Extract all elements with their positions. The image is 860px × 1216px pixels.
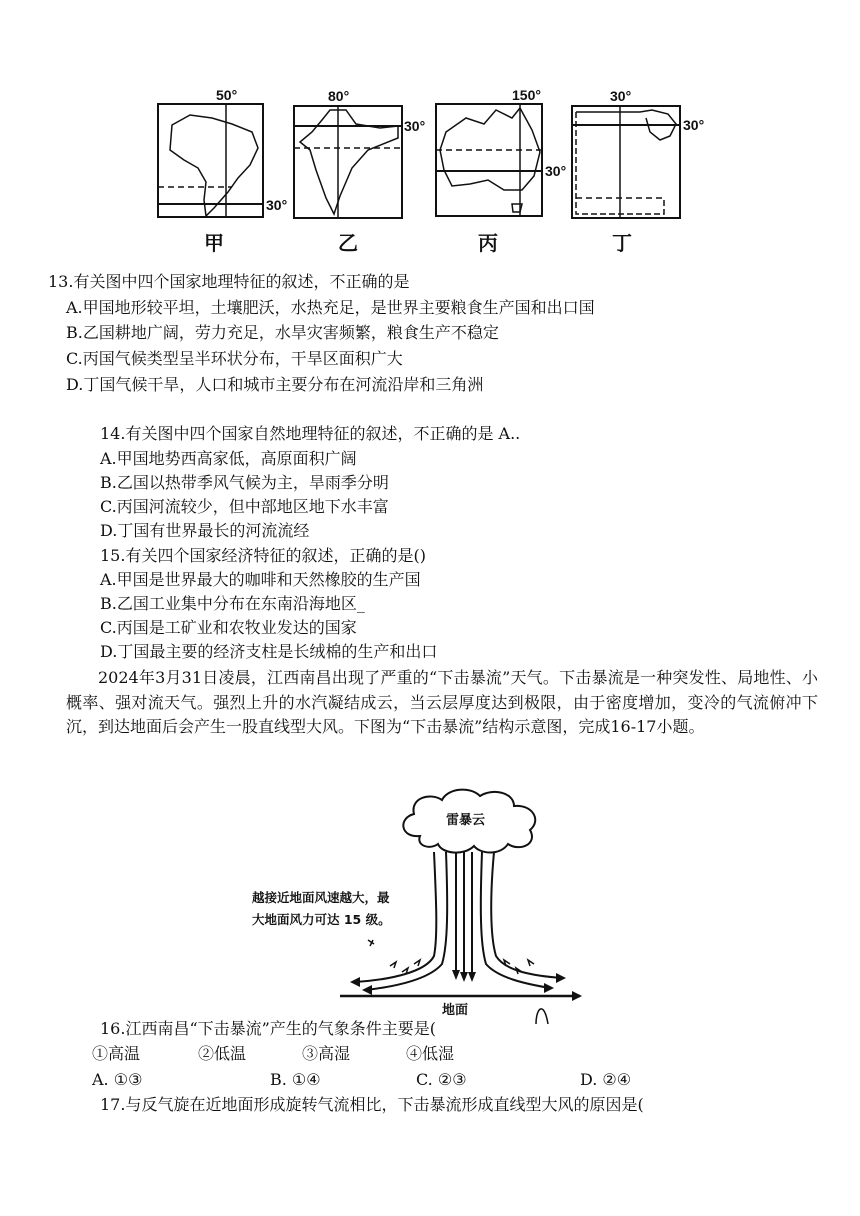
map-bing-latitude: 30° [545,163,567,179]
q17-stem: 17.与反气旋在近地面形成旋转气流相比，下击暴流形成直线型大风的原因是( [100,1095,644,1114]
ground-label: 地面 [442,1003,469,1018]
map-yi [294,88,425,255]
downburst-diagram [252,786,590,1026]
q16-choice-a: A. ①③ [92,1070,143,1089]
map-yi-longitude: 80° [328,88,350,104]
q16-choice-b: B. ①④ [270,1070,321,1089]
q15-option-c: C.丙国是工矿业和农牧业发达的国家 [100,618,357,637]
q15-option-d: D.丁国最主要的经济支柱是长绒棉的生产和出口 [100,642,438,661]
country-maps-figure [0,0,860,270]
q14-option-a: A.甲国地势西高家低，高原面积广阔 [100,449,357,468]
map-ding-longitude: 30° [610,88,632,104]
q13-stem: 13.有关图中四个国家地理特征的叙述，不正确的是 [48,272,410,291]
q16-condition-2: ②低温 [198,1044,247,1063]
q16-condition-1: ①高温 [92,1044,141,1063]
q13-option-d: D.丁国气候干旱，人口和城市主要分布在河流沿岸和三角洲 [66,375,484,394]
map-bing [436,87,566,255]
q13-option-a: A.甲国地形较平坦，土壤肥沃，水热充足，是世界主要粮食生产国和出口国 [66,298,595,317]
map-yi-name: 乙 [338,231,358,255]
map-ding [572,88,704,255]
map-jia-latitude: 30° [266,197,288,213]
map-jia [158,87,287,255]
q13-option-c: C.丙国气候类型呈半环状分布，干旱区面积广大 [66,349,403,368]
map-jia-longitude: 50° [216,87,238,103]
map-ding-latitude: 30° [683,117,705,133]
map-jia-name: 甲 [204,231,224,255]
map-yi-latitude: 30° [404,118,426,134]
q14-stem: 14.有关图中四个国家自然地理特征的叙述，不正确的是 A.. [100,424,521,443]
cloud-label: 雷暴云 [446,813,486,828]
q14-option-b: B.乙国以热带季风气候为主，旱雨季分明 [100,473,389,492]
q16-condition-4: ④低湿 [406,1044,455,1063]
map-bing-name: 丙 [478,231,498,255]
map-bing-longitude: 150° [512,87,541,103]
map-ding-name: 丁 [612,231,632,255]
q15-option-b: B.乙国工业集中分布在东南沿海地区_ [100,594,365,613]
q16-stem: 16.江西南昌“下击暴流”产生的气象条件主要是( [100,1019,437,1038]
q13-option-b: B.乙国耕地广阔，劳力充足，水旱灾害频繁，粮食生产不稳定 [66,323,499,342]
q15-option-a: A.甲国是世界最大的咖啡和天然橡胶的生产国 [100,570,421,589]
q14-option-c: C.丙国河流较少，但中部地区地下水丰富 [100,497,389,516]
q15-stem: 15.有关四个国家经济特征的叙述，正确的是() [100,546,426,565]
diagram-note-line-2: 大地面风力可达 15 级。 [252,912,391,927]
q16-choice-c: C. ②③ [416,1070,467,1089]
q16-condition-3: ③高湿 [302,1044,351,1063]
passage-16-17: 2024年3月31日凌晨，江西南昌出现了严重的“下击暴流”天气。下击暴流是一种突发性、局地性、小概率、强对流天气。强烈上升的水汽凝结成云，当云层厚度达到极限，由于密度增加，变冷的气流俯冲下沉，到达地面后会产生一股直线型大风。下图为“下击暴流”结构示意图，完成16-17小题。 [66,668,818,736]
q14-option-d: D.丁国有世界最长的河流流经 [100,521,310,540]
q16-choice-d: D. ②④ [580,1070,632,1089]
diagram-note-line-1: 越接近地面风速越大，最 [252,890,390,905]
